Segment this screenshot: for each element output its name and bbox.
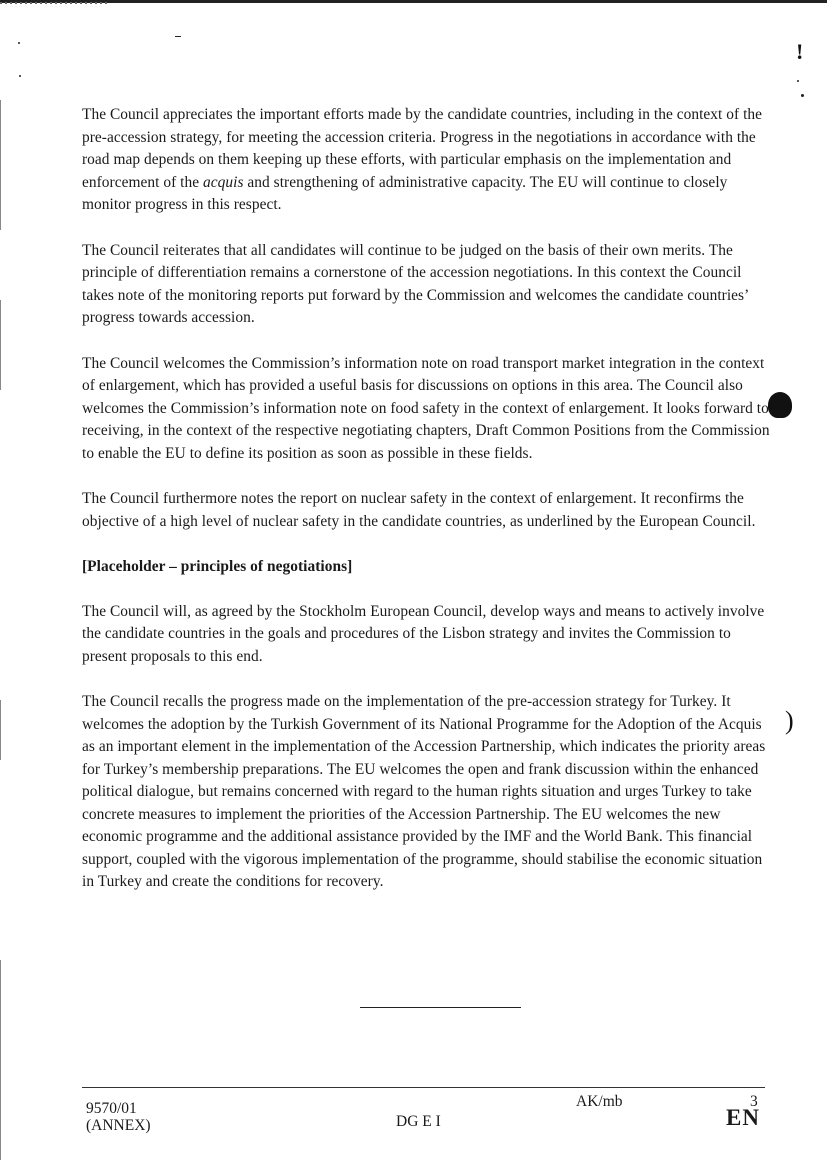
scan-noise [0, 2, 110, 4]
scan-speck [175, 36, 181, 37]
scan-speck [797, 80, 799, 82]
paragraph-text: and strengthening of administrative capacity. The EU will continue to closely monitor progress in this respect. [82, 173, 728, 213]
footer-rule [82, 1087, 765, 1088]
margin-mark-top: ! [796, 39, 804, 64]
scan-edge-line [0, 700, 1, 760]
acquis-term: acquis [203, 173, 244, 191]
scan-edge-line [0, 960, 1, 1160]
page-number: 3 [750, 1093, 758, 1110]
section-heading: [Placeholder – principles of negotiations] [82, 558, 353, 575]
language-code: EN [726, 1105, 760, 1130]
annex-label: (ANNEX) [86, 1117, 151, 1134]
paragraph-candidate-efforts [82, 104, 772, 217]
paragraph-lisbon-strategy: The Council will, as agreed by the Stockholm European Council, develop ways and means to actively involve the candidate countries in the goals and procedures of the Lisbon strategy and invites the Commission to present proposals to this end. [82, 602, 765, 665]
document-body [82, 104, 772, 917]
scan-speck [18, 42, 20, 44]
document-reference: 9570/01 [86, 1100, 137, 1117]
paragraph-own-merits: The Council reiterates that all candidates will continue to be judged on the basis of their own merits. The principle of differentiation remains a cornerstone of the accession negotiations. In this context the Council takes note of the monitoring reports put forward by the Commission and welcomes the candidate countries’ progress towards accession. [82, 241, 749, 326]
paragraph-information-notes: The Council welcomes the Commission’s information note on road transport market integration in the context of enlargement, which has provided a useful basis for discussions on options in this area. The Council also welcomes the Commission’s information note on food safety in the context of enlargement. It looks forward to receiving, in the context of the respective negotiating chapters, Draft Common Positions from the Commission to enable the EU to define its position as soon as possible in these fields. [82, 354, 770, 462]
end-of-text-rule [360, 1007, 521, 1008]
paragraph-nuclear-safety: The Council furthermore notes the report on nuclear safety in the context of enlargement. It reconfirms the objective of a high level of nuclear safety in the candidate countries, as underlined by the European Council. [82, 490, 756, 530]
scan-speck [19, 75, 21, 77]
paragraph-text: The Council appreciates the important efforts made by the candidate countries, including in the context of the pre-accession strategy, for meeting the accession criteria. Progress in the negotiations in accordance with the road map depends on them keeping up these efforts, with particular emphasis on the implementation and enforcement of the [82, 106, 763, 191]
scan-edge-line [0, 300, 1, 390]
top-scan-rule [0, 0, 827, 3]
paragraph-turkey: The Council recalls the progress made on the implementation of the pre-accession strategy for Turkey. It welcomes the adoption by the Turkish Government of its National Programme for the Adoption of the Acquis as an important element in the implementation of the Accession Partnership, which indicates the priority areas for Turkey’s membership preparations. The EU welcomes the open and frank discussion within the enhanced political dialogue, but remains concerned with regard to the human rights situation and urges Turkey to take concrete measures to implement the priorities of the Accession Partnership. The EU welcomes the new economic programme and the additional assistance provided by the IMF and the World Bank. This financial support, coupled with the vigorous implementation of the programme, should stabilise the economic situation in Turkey and create the conditions for recovery. [82, 693, 766, 890]
scan-edge-line [0, 100, 1, 230]
margin-mark-right: ) [785, 706, 794, 735]
scan-speck [801, 94, 804, 97]
department-label: DG E I [396, 1113, 441, 1130]
author-initials: AK/mb [576, 1093, 623, 1110]
